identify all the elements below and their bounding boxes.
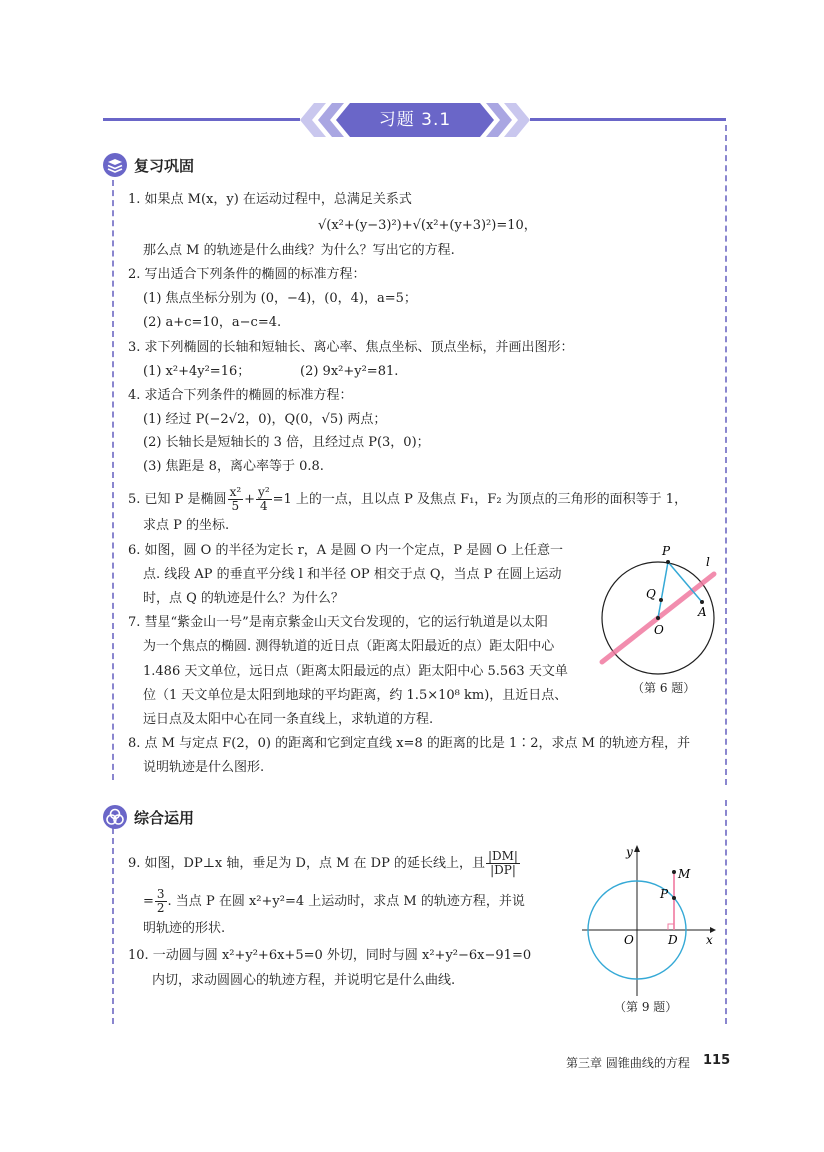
header-rule-right	[530, 118, 726, 121]
p7-line2: 为一个焦点的椭圆. 测得轨道的近日点（距离太阳最近的点）距太阳中心	[143, 639, 555, 654]
p4-sub1: (1) 经过 P(−2√2，0)，Q(0，√5) 两点；	[143, 412, 387, 427]
fig6-point-p	[666, 560, 670, 564]
stack-icon	[102, 152, 128, 178]
right-dashed-border-2	[725, 800, 727, 1024]
p9-frac-dm-dp	[486, 850, 520, 877]
p4-sub2: (2) 长轴长是短轴长的 3 倍，且经过点 P(3，0)；	[143, 435, 430, 450]
p5-pre: 5. 已知 P 是椭圆	[128, 492, 227, 507]
p8-line2: 说明轨迹是什么图形.	[143, 760, 265, 775]
p7-line1: 7. 彗星“紫金山一号”是南京紫金山天文台发现的，它的运行轨道是以太阳	[128, 615, 548, 630]
fig6-label-q: Q	[646, 587, 656, 601]
p2-sub2: (2) a+c=10，a−c=4.	[143, 315, 282, 330]
fig6-caption: （第 6 题）	[632, 681, 696, 695]
section-apply-header	[102, 804, 194, 830]
p7-line4: 位（1 天文单位是太阳到地球的平均距离，约 1.5×10⁸ km)，且近日点、	[143, 688, 568, 703]
p5-frac-x-den: 5	[231, 499, 240, 513]
p5-frac-x-num: x²	[229, 485, 242, 499]
p5-frac-y	[256, 486, 272, 513]
fig9-label-o: O	[624, 933, 634, 947]
page-number: 115	[703, 1053, 731, 1068]
fig9-point-m	[672, 870, 676, 874]
p7-line3: 1.486 天文单位，远日点（距离太阳最远的点）距太阳中心 5.563 天文单	[143, 664, 568, 679]
fig9-point-p	[672, 896, 676, 900]
exercise-banner	[300, 103, 530, 137]
p5-frac-y-num: y²	[258, 485, 270, 499]
p5-frac-x	[228, 486, 244, 513]
p6-line3: 时，点 Q 的轨迹是什么？为什么？	[143, 591, 344, 606]
left-dashed-border	[112, 180, 114, 780]
fig9-label-d: D	[668, 933, 678, 947]
p1-line1: 1. 如果点 M(x，y) 在运动过程中，总满足关系式	[128, 192, 412, 207]
header-rule-left	[103, 118, 300, 121]
p9-frac-3-2	[155, 888, 167, 915]
figure-6	[596, 540, 726, 680]
p9-line3: 明轨迹的形状.	[143, 921, 226, 936]
fig9-label-p: P	[660, 887, 669, 901]
p7-line5: 远日点及太阳中心在同一条直线上，求轨道的方程.	[143, 712, 434, 727]
figure-9	[578, 840, 718, 1000]
p9-line1	[128, 850, 521, 877]
fig6-point-q	[659, 598, 663, 602]
p3-sub1: (1) x²+4y²=16；	[143, 364, 251, 379]
fig9-caption: （第 9 题）	[614, 1000, 678, 1014]
footer-chapter: 第三章 圆锥曲线的方程	[566, 1056, 690, 1070]
section-review-title: 复习巩固	[134, 156, 195, 175]
p10-line1: 10. 一动圆与圆 x²+y²+6x+5=0 外切，同时与圆 x²+y²−6x−91=0	[128, 948, 532, 963]
p9-frac1-den: |DP|	[490, 863, 516, 877]
p6-line2: 点. 线段 AP 的垂直平分线 l 和半径 OP 相交于点 Q，当点 P 在圆上运动	[143, 567, 562, 582]
p3-sub2: (2) 9x²+y²=81.	[300, 364, 399, 379]
p9-line2b: . 当点 P 在圆 x²+y²=4 上运动时，求点 M 的轨迹方程，并说	[167, 894, 525, 909]
p4-line1: 4. 求适合下列条件的椭圆的标准方程：	[128, 388, 353, 403]
fig6-label-o: O	[654, 623, 664, 637]
left-dashed-border-2	[112, 828, 114, 1024]
fig9-label-m: M	[678, 867, 691, 881]
fig9-y-arrow	[634, 845, 640, 852]
p2-sub1: (1) 焦点坐标分别为 (0，−4)，(0，4)，a=5；	[143, 291, 417, 306]
exercise-title: 习题 3.1	[378, 110, 452, 130]
fig9-right-angle	[668, 924, 674, 930]
p6-line1: 6. 如图，圆 O 的半径为定长 r，A 是圆 O 内一个定点，P 是圆 O 上任意一	[128, 543, 564, 558]
p9-line2	[143, 888, 525, 915]
p9-frac2-den: 2	[156, 901, 165, 915]
p5-line1: 5. 已知 P 是椭圆 $\frac{\text{x²}}{5}$ + $\frac{\text{y²}}{4}$ =1 上的一点，且以点 P 及焦点 F₁，F₂ 为顶点的三角形的面积等于 1，	[128, 485, 688, 513]
p5-frac-y-den: 4	[260, 499, 268, 513]
fig9-label-x: x	[706, 933, 713, 947]
fig6-label-l: l	[706, 555, 710, 569]
fig6-point-a	[700, 600, 704, 604]
p2-line1: 2. 写出适合下列条件的椭圆的标准方程：	[128, 267, 366, 282]
p5-line2: 求点 P 的坐标.	[143, 518, 230, 533]
p8-line1: 8. 点 M 与定点 F(2，0) 的距离和它到定直线 x=8 的距离的比是 1∶2，求点 M 的轨迹方程，并	[128, 736, 691, 751]
p9-line1a: 9. 如图，DP⊥x 轴，垂足为 D，点 M 在 DP 的延长线上，且	[128, 856, 485, 871]
p1-formula: √(x²+(y−3)²)+√(x²+(y+3)²)=10，	[318, 218, 537, 233]
triquetra-icon	[102, 804, 128, 830]
p9-frac2-num: 3	[156, 887, 165, 901]
p1-line2: 那么点 M 的轨迹是什么曲线？为什么？写出它的方程.	[143, 243, 455, 258]
p3-line1: 3. 求下列椭圆的长轴和短轴长、离心率、焦点坐标、顶点坐标，并画出图形：	[128, 340, 574, 355]
fig9-label-y: y	[626, 845, 633, 859]
p9-eq: =	[143, 894, 154, 909]
p5-post: =1 上的一点，且以点 P 及焦点 F₁，F₂ 为顶点的三角形的面积等于 1，	[272, 492, 688, 507]
right-dashed-border	[725, 125, 727, 785]
p10-line2: 内切，求动圆圆心的轨迹方程，并说明它是什么曲线.	[152, 973, 456, 988]
fig6-label-a: A	[698, 605, 707, 619]
section-apply-title: 综合运用	[134, 808, 195, 827]
p9-frac1-num: |DM|	[487, 849, 518, 863]
fig6-point-o	[656, 616, 660, 620]
section-review-header	[102, 152, 194, 178]
p4-sub3: (3) 焦距是 8，离心率等于 0.8.	[143, 459, 324, 474]
fig6-label-p: P	[662, 544, 671, 558]
